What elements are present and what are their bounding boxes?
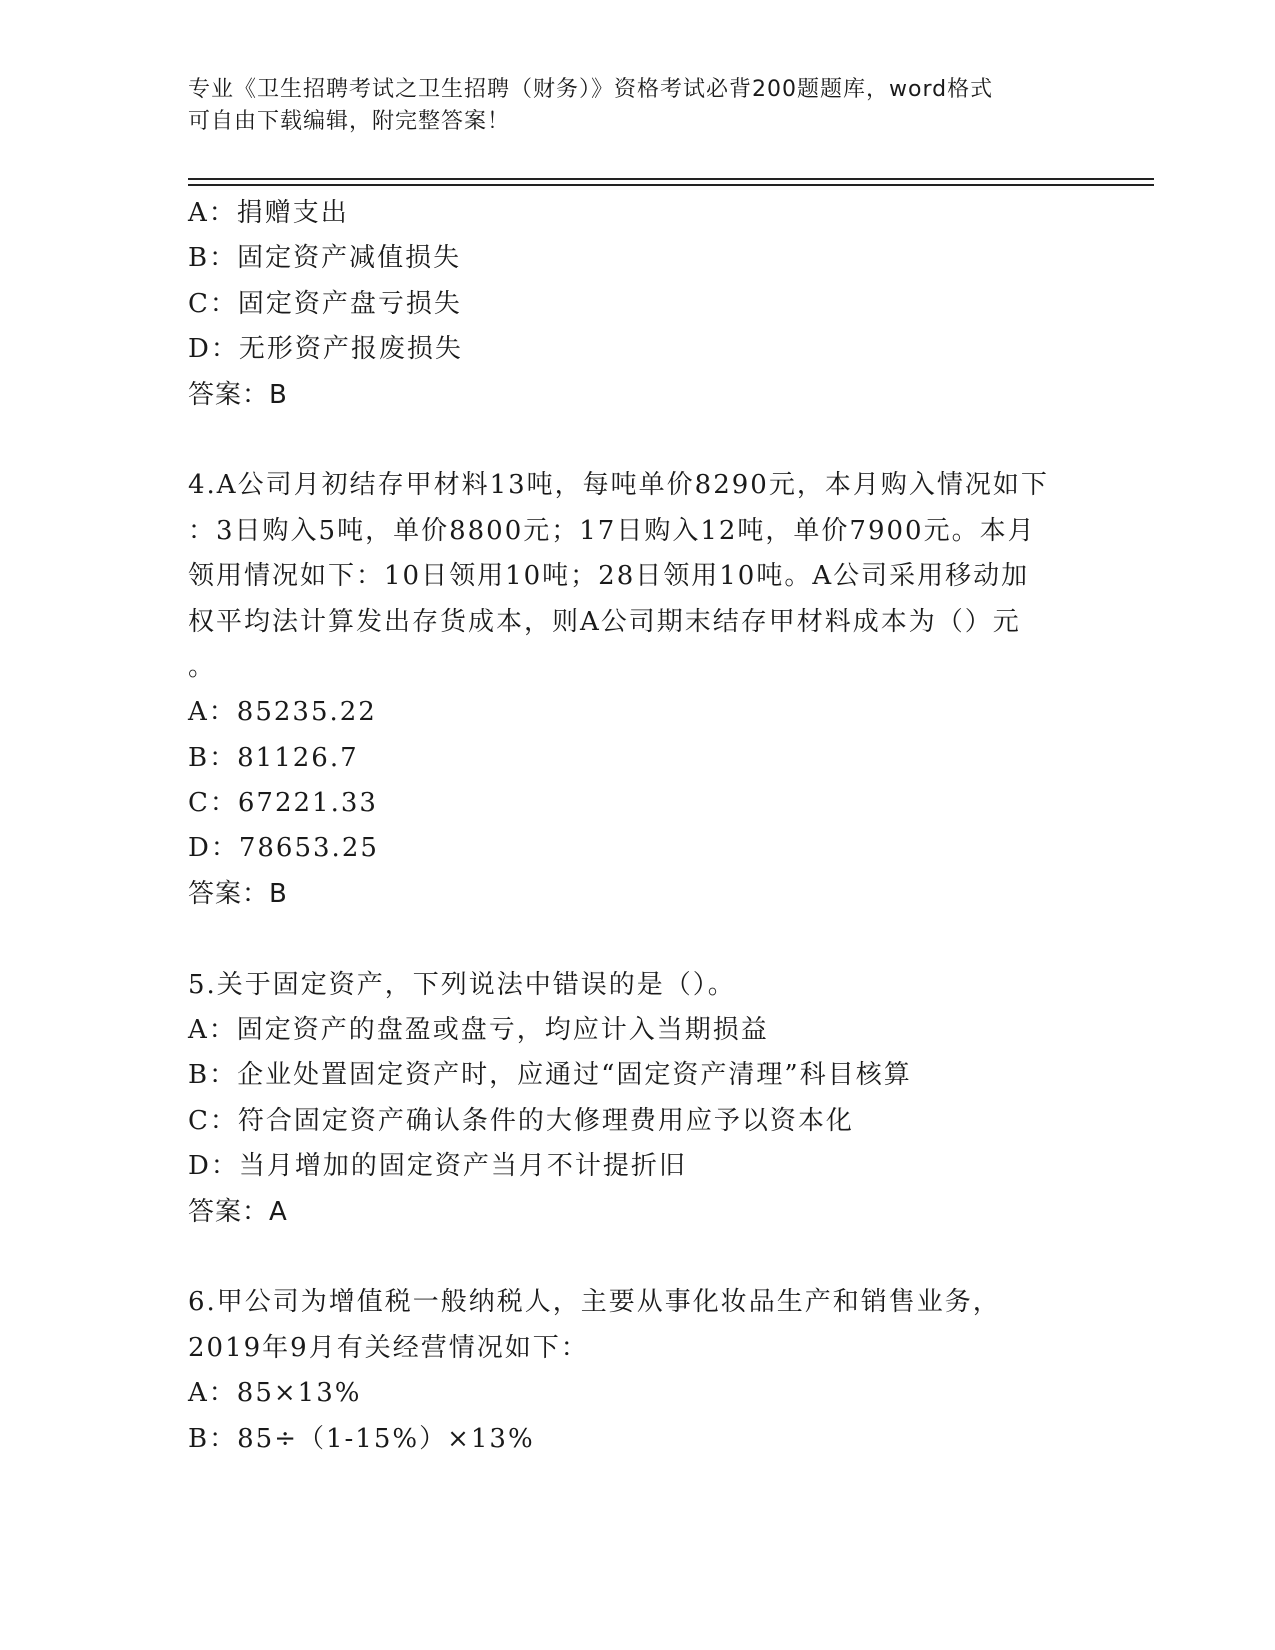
q3-option-a: A：捐赠支出 [188,198,349,228]
q3-option-b: B：固定资产减值损失 [188,243,462,274]
q3-answer: 答案：B [188,379,288,410]
q5-option-d: D：当月增加的固定资产当月不计提折旧 [188,1151,687,1182]
q4-stem-line-2: ：3日购入5吨，单价8800元；17日购入12吨，单价7900元。本月 [188,515,1036,546]
q5-option-a: A：固定资产的盘盈或盘亏，均应计入当期损益 [188,1015,769,1046]
q6-option-a: A：85×13% [188,1378,362,1409]
q5-option-c: C：符合固定资产确认条件的大修理费用应予以资本化 [188,1105,854,1136]
q6-stem-line-2: 2019年9月有关经营情况如下： [188,1332,589,1363]
header-line-1: 专业《卫生招聘考试之卫生招聘（财务）》资格考试必背200题题库，word格式 [188,77,994,102]
spacer [188,418,1088,463]
q4-answer: 答案：B [188,878,288,909]
q4-option-c: C：67221.33 [188,788,378,819]
q4-option-d: D：78653.25 [188,833,379,864]
q4-option-a: A：85235.22 [188,697,377,728]
q6-option-b: B：85÷（1-15%）×13% [188,1423,535,1454]
header-divider-top [188,178,1154,180]
q3-option-c: C：固定资产盘亏损失 [188,288,462,319]
q4-option-b: B：81126.7 [188,742,359,773]
q4-stem-line-3: 领用情况如下：10日领用10吨；28日领用10吨。A公司采用移动加 [188,561,1030,592]
document-header [188,74,1068,138]
header-divider-bottom [188,184,1154,186]
q5-answer: 答案：A [188,1196,288,1227]
q4-stem-line-5: 。 [188,651,217,682]
spacer [188,917,1088,962]
q4-stem-line-4: 权平均法计算发出存货成本，则A公司期末结存甲材料成本为（）元 [188,606,1021,637]
q5-option-b: B：企业处置固定资产时，应通过“固定资产清理”科目核算 [188,1060,912,1091]
q6-stem-line-1: 6.甲公司为增值税一般纳税人，主要从事化妆品生产和销售业务， [188,1287,1001,1318]
question-body [188,191,1088,1462]
q4-stem-line-1: 4.A公司月初结存甲材料13吨，每吨单价8290元，本月购入情况如下 [188,470,1049,501]
q5-stem-line-1: 5.关于固定资产，下列说法中错误的是（）。 [188,969,736,1000]
spacer [188,1235,1088,1280]
q3-option-d: D：无形资产报废损失 [188,334,463,365]
header-line-2: 可自由下载编辑，附完整答案！ [188,109,511,134]
